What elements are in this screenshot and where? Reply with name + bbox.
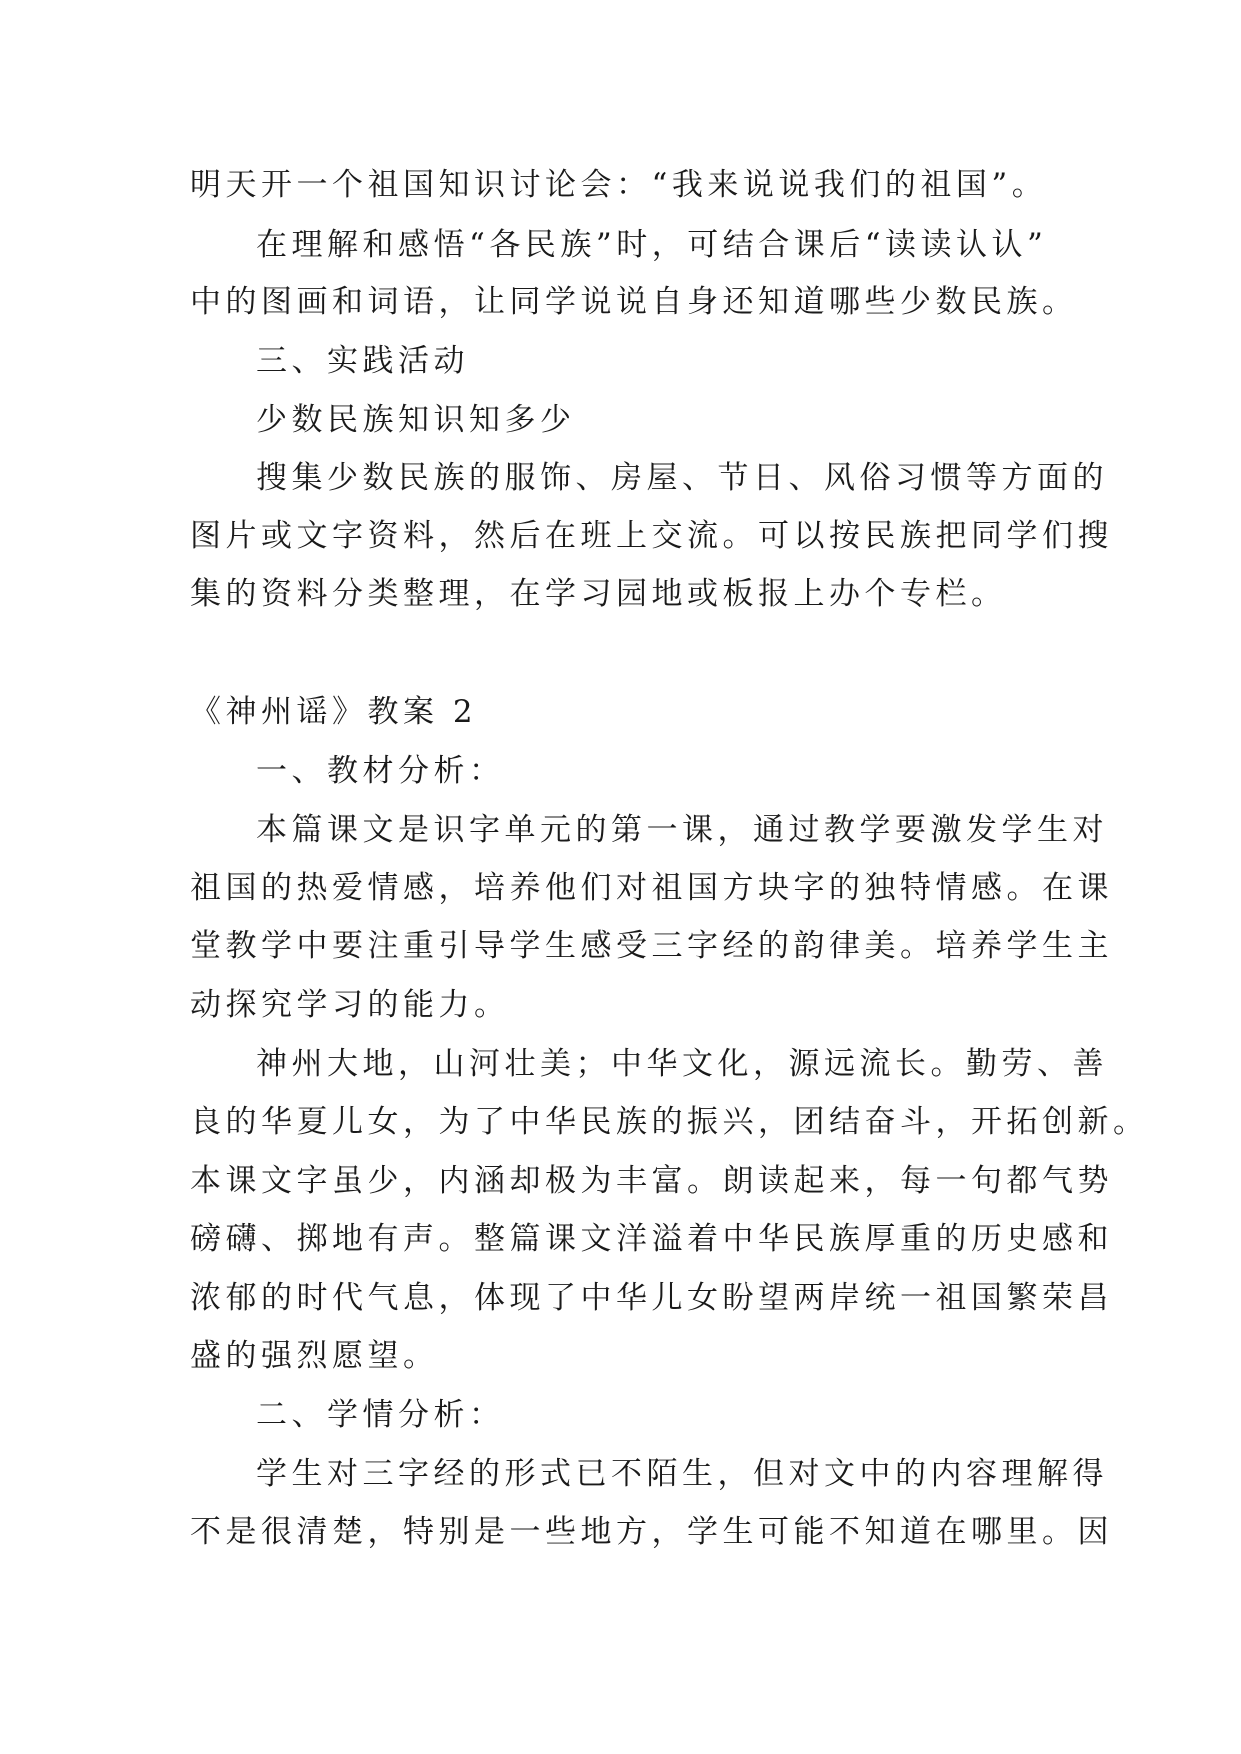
section-heading: 三、实践活动 xyxy=(256,343,469,379)
text-line: 浓郁的时代气息，体现了中华儿女盼望两岸统一祖国繁荣昌 xyxy=(190,1280,1113,1316)
text-line: 集的资料分类整理，在学习园地或板报上办个专栏。 xyxy=(190,576,1007,612)
text-line: 中的图画和词语，让同学说说自身还知道哪些少数民族。 xyxy=(190,284,1078,320)
text-line: 良的华夏儿女，为了中华民族的振兴，团结奋斗，开拓创新。 xyxy=(190,1104,1149,1140)
text-line: 本篇课文是识字单元的第一课，通过教学要激发学生对 xyxy=(256,812,1108,848)
text-line: 动探究学习的能力。 xyxy=(190,987,510,1023)
text-line: 少数民族知识知多少 xyxy=(256,402,576,438)
text-line: 不是很清楚，特别是一些地方，学生可能不知道在哪里。因 xyxy=(190,1514,1113,1550)
document-title: 《神州谣》教案 2 xyxy=(190,694,478,730)
text-line: 祖国的热爱情感，培养他们对祖国方块字的独特情感。在课 xyxy=(190,870,1113,906)
text-line: 盛的强烈愿望。 xyxy=(190,1338,439,1374)
text-line: 本课文字虽少，内涵却极为丰富。朗读起来，每一句都气势 xyxy=(190,1163,1113,1199)
text-line: 搜集少数民族的服饰、房屋、节日、风俗习惯等方面的 xyxy=(256,460,1108,496)
text-line: 图片或文字资料，然后在班上交流。可以按民族把同学们搜 xyxy=(190,518,1113,554)
text-line: 学生对三字经的形式已不陌生，但对文中的内容理解得 xyxy=(256,1456,1108,1492)
text-line: 神州大地，山河壮美；中华文化，源远流长。勤劳、善 xyxy=(256,1046,1108,1082)
text-line: 磅礴、掷地有声。整篇课文洋溢着中华民族厚重的历史感和 xyxy=(190,1221,1113,1257)
text-line: 明天开一个祖国知识讨论会：“我来说说我们的祖国”。 xyxy=(190,167,1048,203)
text-line: 在理解和感悟“各民族”时，可结合课后“读读认认” xyxy=(256,227,1048,263)
section-heading: 二、学情分析： xyxy=(256,1397,505,1433)
section-heading: 一、教材分析： xyxy=(256,753,505,789)
text-line: 堂教学中要注重引导学生感受三字经的韵律美。培养学生主 xyxy=(190,928,1113,964)
